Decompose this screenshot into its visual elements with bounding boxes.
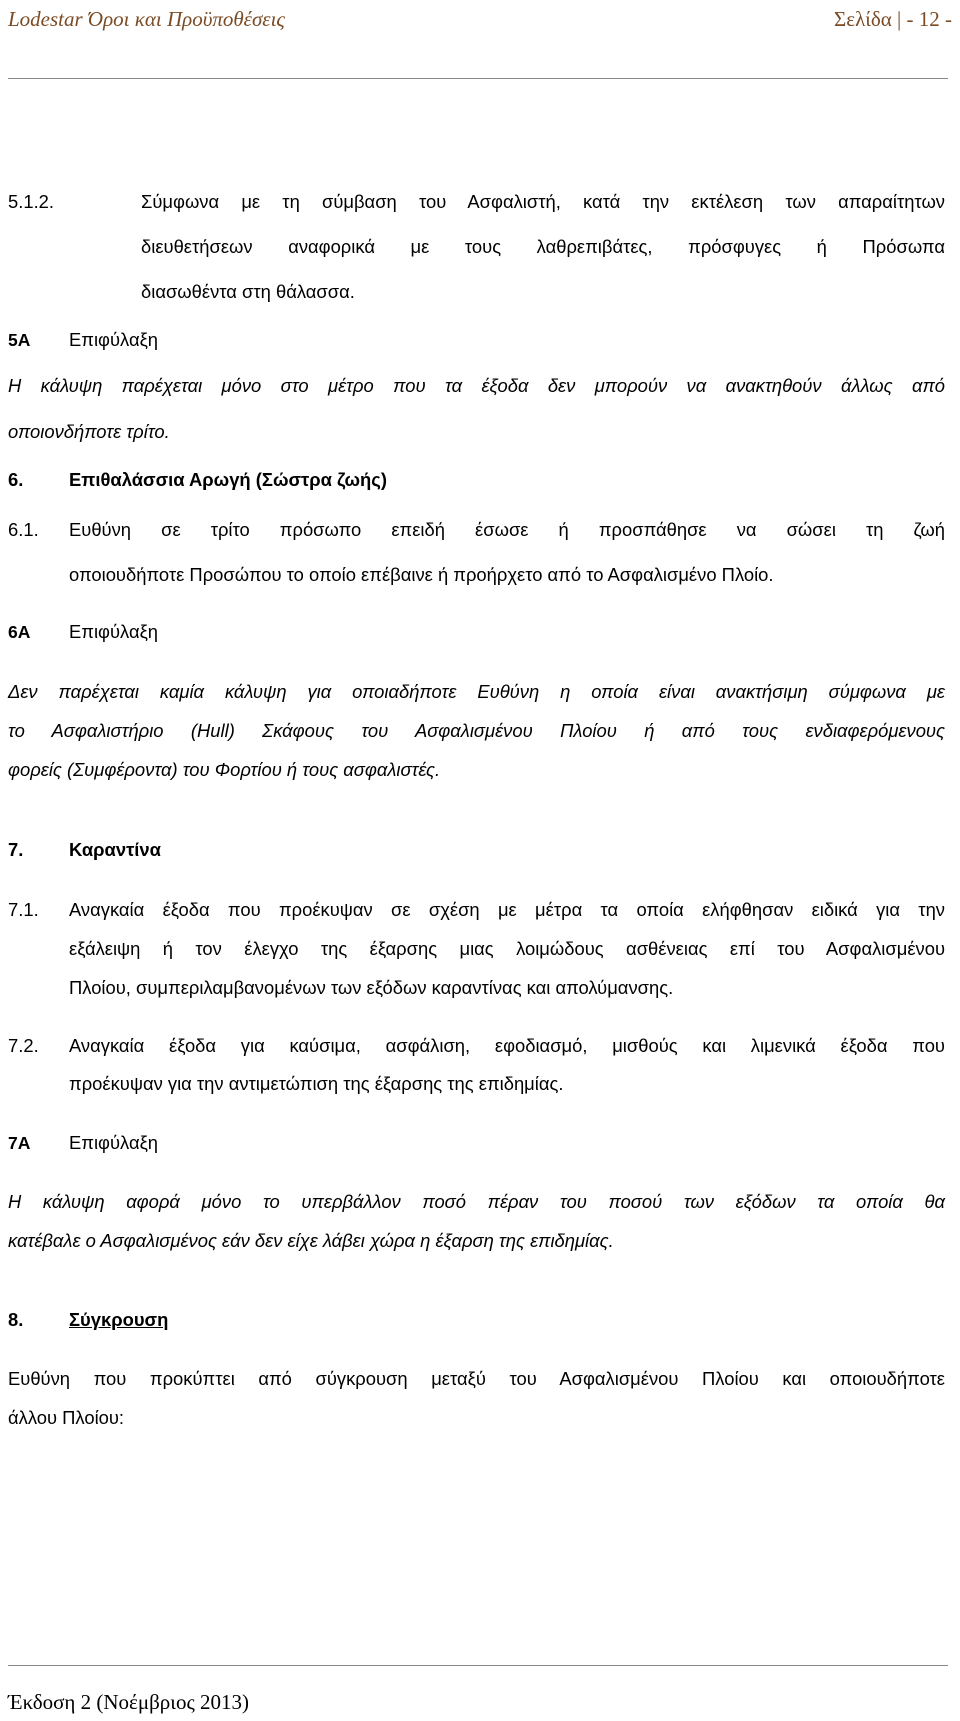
exclusion-label: 5A <box>8 330 31 350</box>
exclusion-text: κατέβαλε ο Ασφαλισμένος εάν δεν είχε λάβει χώρα η έξαρση της επιδημίας. <box>8 1230 614 1251</box>
clause-text: διευθετήσεων αναφορικά με τους λαθρεπιβάτες, πρόσφυγες ή Πρόσωπα <box>141 236 945 257</box>
clause-text: εξάλειψη ή τον έλεγχο της έξαρσης μιας λοιμώδους ασθένειας επί του Ασφαλισμένου <box>69 938 945 959</box>
page-number: Σελίδα | - 12 - <box>834 6 952 31</box>
footer-divider <box>8 1665 948 1666</box>
exclusion-text: Η κάλυψη παρέχεται μόνο στο μέτρο που τα έξοδα δεν μπορούν να ανακτηθούν άλλως από <box>8 375 945 396</box>
exclusion-label: 6A <box>8 622 31 642</box>
section-number: 7. <box>8 839 24 860</box>
clause-number: 6.1. <box>8 519 39 540</box>
clause-text: Αναγκαία έξοδα που προέκυψαν σε σχέση με μέτρα τα οποία ελήφθησαν ειδικά για την <box>69 899 945 920</box>
clause-text: Ευθύνη σε τρίτο πρόσωπο επειδή έσωσε ή προσπάθησε να σώσει τη ζωή <box>69 519 945 540</box>
clause-text: Σύμφωνα με τη σύμβαση του Ασφαλιστή, κατά την εκτέλεση των απαραίτητων <box>141 191 945 212</box>
clause-text: διασωθέντα στη θάλασσα. <box>141 281 355 302</box>
clause-text: οποιουδήποτε Προσώπου το οποίο επέβαινε ή προήρχετο από το Ασφαλισμένο Πλοίο. <box>69 564 774 585</box>
exclusion-title: Επιφύλαξη <box>69 329 159 350</box>
exclusion-title: Επιφύλαξη <box>69 621 159 642</box>
footer-edition: Έκδοση 2 (Νοέμβριος 2013) <box>8 1690 249 1714</box>
clause-number: 5.1.2. <box>8 191 55 212</box>
exclusion-text: φορείς (Συμφέροντα) του Φορτίου ή τους ασφαλιστές. <box>8 759 441 780</box>
section-text: άλλου Πλοίου: <box>8 1407 125 1428</box>
page-header <box>8 0 952 38</box>
clause-text: προέκυψαν για την αντιμετώπιση της έξαρσης της επιδημίας. <box>69 1073 564 1094</box>
exclusion-text: το Ασφαλιστήριο (Hull) Σκάφους του Ασφαλισμένου Πλοίου ή από τους ενδιαφερόμενους <box>8 720 945 741</box>
exclusion-title: Επιφύλαξη <box>69 1132 159 1153</box>
clause-number: 7.1. <box>8 899 39 920</box>
section-title: Επιθαλάσσια Αρωγή (Σώστρα ζωής) <box>69 469 387 490</box>
header-divider <box>8 78 948 79</box>
section-number: 6. <box>8 469 24 490</box>
document-title: Lodestar Όροι και Προϋποθέσεις <box>8 6 285 31</box>
exclusion-text: Η κάλυψη αφορά μόνο το υπερβάλλον ποσό πέραν του ποσού των εξόδων τα οποία θα <box>8 1191 945 1212</box>
section-text: Ευθύνη που προκύπτει από σύγκρουση μεταξύ του Ασφαλισμένου Πλοίου και οποιουδήποτε <box>8 1368 945 1389</box>
section-title: Καραντίνα <box>69 839 161 860</box>
exclusion-label: 7A <box>8 1133 31 1153</box>
section-number: 8. <box>8 1309 24 1330</box>
clause-text: Αναγκαία έξοδα για καύσιμα, ασφάλιση, εφοδιασμό, μισθούς και λιμενικά έξοδα που <box>69 1035 945 1056</box>
section-title: Σύγκρουση <box>69 1309 169 1330</box>
clause-number: 7.2. <box>8 1035 39 1056</box>
exclusion-text: Δεν παρέχεται καμία κάλυψη για οποιαδήποτε Ευθύνη η οποία είναι ανακτήσιμη σύμφωνα με <box>8 681 945 702</box>
clause-text: Πλοίου, συμπεριλαμβανομένων των εξόδων καραντίνας και απολύμανσης. <box>69 977 674 998</box>
exclusion-text: οποιονδήποτε τρίτο. <box>8 421 170 442</box>
